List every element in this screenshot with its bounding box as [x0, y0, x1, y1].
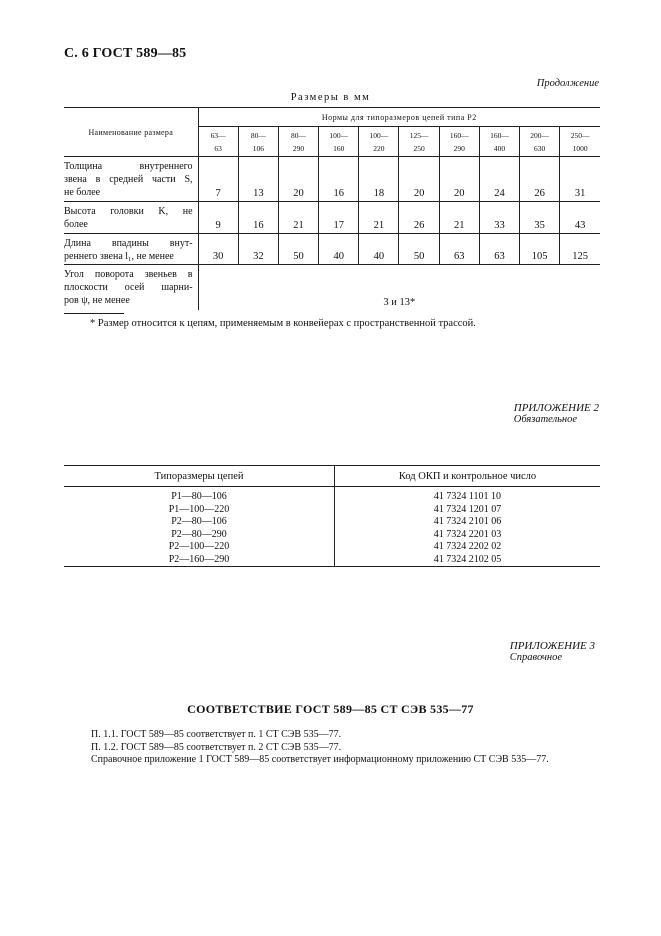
table-cell: 16: [319, 157, 359, 202]
table-cell: 105: [520, 234, 560, 265]
appendix-3-heading: [510, 640, 595, 663]
okp-code-item: 41 7324 2201 03: [433, 528, 502, 540]
row-label-line: реннего звена l₁, не менее: [64, 251, 174, 262]
appendix-2-subtitle: Обязательное: [513, 414, 578, 425]
size-column-header-line: 160—: [449, 130, 469, 140]
size-column-header-line: 200—: [530, 130, 549, 140]
row-label-line: Высота головки K, не: [64, 206, 193, 217]
size-column-header-line: 250: [413, 143, 425, 153]
table-cell: 18: [359, 157, 399, 202]
size-column-header: [198, 127, 238, 157]
correspondence-line: Справочное приложение 1 ГОСТ 589—85 соответствует информационному приложению СТ СЭВ 535—77.: [91, 754, 549, 765]
chain-size-item: Р2—80—290: [171, 528, 227, 540]
chain-size-item: Р2—100—220: [168, 541, 230, 552]
row-label-line: Длина впадины внут-: [64, 238, 193, 249]
okp-code-item: 41 7324 1201 07: [433, 503, 502, 515]
table-cell: 32: [238, 234, 278, 265]
okp-code-item: 41 7324 2202 02: [433, 541, 502, 552]
appendix-2-heading: [514, 402, 599, 425]
table-cell: 33: [479, 202, 519, 234]
table-cell: 43: [560, 202, 600, 234]
table-cell: 21: [439, 202, 479, 234]
chain-sizes-list: [64, 487, 335, 567]
chain-size-item: Р2—160—290: [168, 553, 230, 565]
dimensions-table: [64, 107, 600, 310]
size-column-header-line: 220: [373, 143, 385, 153]
units-caption: Размеры в мм: [290, 92, 371, 103]
table-cell: 26: [399, 202, 439, 234]
size-column-header-line: 160: [333, 143, 345, 153]
table-cell: 20: [439, 157, 479, 202]
table-cell: 63: [479, 234, 519, 265]
table-cell: 63: [439, 234, 479, 265]
size-column-header: [399, 127, 439, 157]
row-label-line: не более: [64, 187, 101, 198]
table-row: [64, 234, 600, 265]
appendix-3-subtitle: Справочное: [509, 652, 563, 663]
correspondence-lines: [91, 729, 549, 767]
row-label-line: плоскости осей шарни-: [64, 282, 193, 293]
size-column-header-line: 160—: [490, 130, 509, 140]
table-cell: 24: [479, 157, 519, 202]
footnote-rule: [64, 313, 124, 314]
size-column-header: [479, 127, 519, 157]
row-label-line: ров ψ, не менее: [64, 295, 130, 306]
okp-codes-list: [335, 487, 601, 567]
size-column-header-line: 63—: [210, 130, 226, 140]
table-cell: 50: [399, 234, 439, 265]
size-column-header: [278, 127, 318, 157]
table-row: [64, 157, 600, 202]
size-column-header: [560, 127, 600, 157]
size-column-header-line: 125—: [409, 130, 429, 140]
column-header-okp-code: Код ОКП и контрольное число: [335, 466, 601, 487]
size-column-header-line: 100—: [369, 130, 389, 140]
table-cell: 40: [319, 234, 359, 265]
size-column-header-line: 100—: [329, 130, 349, 140]
table-cell: 125: [560, 234, 600, 265]
chain-size-item: Р1—100—220: [168, 503, 230, 515]
row-label: [64, 265, 198, 310]
table-cell: 26: [520, 157, 560, 202]
size-column-header-line: 80—: [291, 130, 306, 140]
table-cell: 21: [278, 202, 318, 234]
column-header-chain-sizes: Типоразмеры цепей: [64, 466, 335, 487]
name-column-header: Наименование размера: [64, 108, 198, 157]
table-cell: 40: [359, 234, 399, 265]
page-header: С. 6 ГОСТ 589—85: [64, 46, 187, 61]
size-column-header: [359, 127, 399, 157]
row-label-line: звена в средней части S,: [64, 174, 193, 185]
row-label-line: Толщина внутреннего: [64, 161, 193, 172]
size-column-header-line: 80—: [250, 130, 266, 140]
table-row: [64, 202, 600, 234]
size-column-header-line: 63: [214, 143, 222, 153]
table-cell: 9: [198, 202, 238, 234]
table-cell: 7: [198, 157, 238, 202]
table-cell: 20: [278, 157, 318, 202]
row-label-line: более: [64, 219, 88, 230]
chain-size-item: Р1—80—106: [171, 491, 227, 502]
appendix-2-title: ПРИЛОЖЕНИЕ 2: [513, 402, 599, 414]
table-cell-span: 3 и 13*: [383, 296, 416, 308]
okp-code-item: 41 7324 2102 05: [433, 553, 502, 565]
size-column-header-line: 106: [252, 143, 264, 153]
table-cell: 13: [238, 157, 278, 202]
row-label: [64, 157, 198, 202]
norms-header: Нормы для типоразмеров цепей типа Р2: [198, 108, 600, 127]
continuation-label: Продолжение: [536, 78, 599, 89]
footnote: * Размер относится к цепям, применяемым в конвейерах с пространственной трассой.: [90, 318, 476, 329]
size-column-header-line: 1000: [572, 143, 588, 153]
table-cell: 17: [319, 202, 359, 234]
row-label: [64, 202, 198, 234]
table-cell: 21: [359, 202, 399, 234]
table-cell: 35: [520, 202, 560, 234]
size-column-header: [520, 127, 560, 157]
table-row: [64, 265, 600, 310]
size-column-header-line: 250—: [570, 130, 590, 140]
table-cell: 20: [399, 157, 439, 202]
size-column-header-line: 400: [493, 143, 506, 153]
chain-size-item: Р2—80—106: [171, 516, 227, 527]
correspondence-title: СООТВЕТСТВИЕ ГОСТ 589—85 СТ СЭВ 535—77: [187, 702, 474, 716]
correspondence-line: П. 1.2. ГОСТ 589—85 соответствует п. 2 СТ СЭВ 535—77.: [91, 741, 342, 753]
table-cell: 31: [560, 157, 600, 202]
okp-codes-table: [64, 465, 600, 567]
row-label: [64, 234, 198, 265]
size-column-header-line: 290: [453, 143, 465, 153]
size-column-header-line: 290: [292, 143, 305, 153]
okp-code-item: 41 7324 1101 10: [433, 491, 502, 502]
appendix-3-title: ПРИЛОЖЕНИЕ 3: [509, 640, 595, 652]
size-column-header: [319, 127, 359, 157]
table-cell: 30: [198, 234, 238, 265]
row-label-line: Угол поворота звеньев в: [64, 269, 193, 280]
correspondence-line: П. 1.1. ГОСТ 589—85 соответствует п. 1 СТ СЭВ 535—77.: [91, 729, 342, 740]
size-column-header: [238, 127, 278, 157]
table-cell: 50: [278, 234, 318, 265]
size-column-header: [439, 127, 479, 157]
table-cell: 16: [238, 202, 278, 234]
size-column-header-line: 630: [534, 143, 546, 153]
okp-code-item: 41 7324 2101 06: [433, 516, 502, 527]
